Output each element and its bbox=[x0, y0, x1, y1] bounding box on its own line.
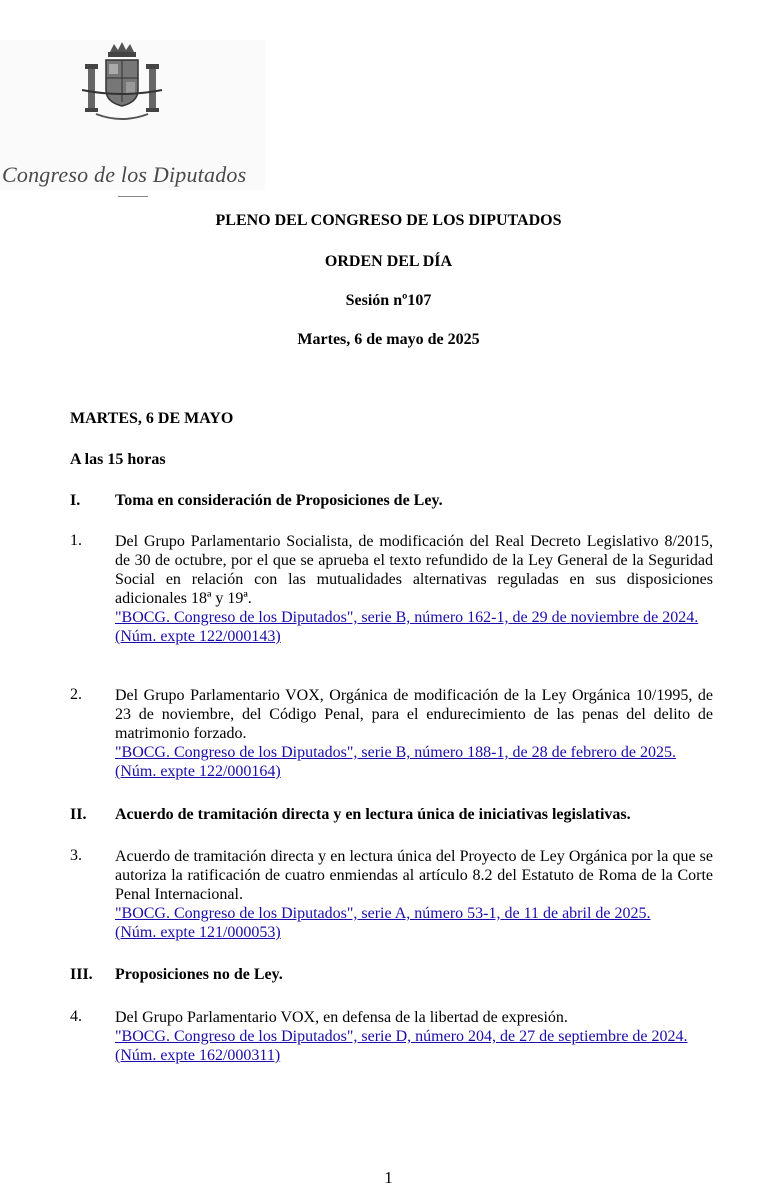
item-text: Del Grupo Parlamentario Socialista, de modificación del Real Decreto Legislativo 8/2015, de 30 de octubre, por el que se aprueba el texto refundido de la Ley General de la Seguridad Social en relación con las mutualidades alternativas reguladas en sus disposiciones adicionales 18ª y 19ª. bbox=[115, 533, 713, 607]
item-text: Acuerdo de tramitación directa y en lectura única del Proyecto de Ley Orgánica por la que se autoriza la ratificación de cuatro enmiendas al artículo 8.2 del Estatuto de Roma de la Corte Penal Internacional. bbox=[115, 848, 713, 903]
logo-divider bbox=[118, 196, 148, 197]
agenda-item bbox=[115, 686, 713, 786]
item-text: Del Grupo Parlamentario VOX, Orgánica de modificación de la Ley Orgánica 10/1995, de 23 de noviembre, del Código Penal, para el endurecimiento de las penas del delito de matrimonio forzado. bbox=[115, 687, 713, 742]
expte-link[interactable]: (Núm. expte 121/000053) bbox=[115, 924, 281, 941]
agenda-item bbox=[115, 1008, 713, 1070]
section-title: Toma en consideración de Proposiciones de Ley. bbox=[115, 492, 443, 509]
bocg-link[interactable]: "BOCG. Congreso de los Diputados", serie D, número 204, de 27 de septiembre de 2024. bbox=[115, 1028, 688, 1045]
bocg-link[interactable]: "BOCG. Congreso de los Diputados", serie B, número 162-1, de 29 de noviembre de 2024. bbox=[115, 609, 699, 626]
section-number: II. bbox=[70, 806, 87, 823]
session-number: Sesión nº107 bbox=[345, 292, 432, 309]
expte-link[interactable]: (Núm. expte 122/000143) bbox=[115, 628, 281, 645]
day-heading: MARTES, 6 DE MAYO bbox=[70, 410, 234, 427]
bocg-link[interactable]: "BOCG. Congreso de los Diputados", serie A, número 53-1, de 11 de abril de 2025. bbox=[115, 905, 651, 922]
item-number: 1. bbox=[70, 532, 82, 549]
agenda-item bbox=[115, 532, 713, 668]
bocg-link[interactable]: "BOCG. Congreso de los Diputados", serie B, número 188-1, de 28 de febrero de 2025. bbox=[115, 744, 676, 761]
expte-link[interactable]: (Núm. expte 122/000164) bbox=[115, 763, 281, 780]
agenda-item bbox=[115, 847, 713, 947]
logo-text: Congreso de los Diputados bbox=[2, 162, 247, 187]
section-title: Proposiciones no de Ley. bbox=[115, 966, 283, 983]
session-date: Martes, 6 de mayo de 2025 bbox=[297, 331, 480, 348]
document-title: PLENO DEL CONGRESO DE LOS DIPUTADOS bbox=[215, 212, 562, 229]
congress-logo bbox=[0, 40, 265, 190]
expte-link[interactable]: (Núm. expte 162/000311) bbox=[115, 1047, 281, 1064]
item-number: 4. bbox=[70, 1008, 82, 1025]
item-text: Del Grupo Parlamentario VOX, en defensa de la libertad de expresión. bbox=[115, 1009, 568, 1026]
section-number: I. bbox=[70, 492, 81, 509]
section-title: Acuerdo de tramitación directa y en lectura única de iniciativas legislativas. bbox=[115, 806, 631, 823]
agenda-title: ORDEN DEL DÍA bbox=[324, 253, 453, 270]
time-heading: A las 15 horas bbox=[70, 451, 166, 468]
item-number: 3. bbox=[70, 847, 82, 864]
item-number: 2. bbox=[70, 686, 82, 703]
coat-of-arms-icon bbox=[0, 40, 265, 165]
section-number: III. bbox=[70, 966, 93, 983]
page-number: 1 bbox=[384, 1168, 393, 1187]
